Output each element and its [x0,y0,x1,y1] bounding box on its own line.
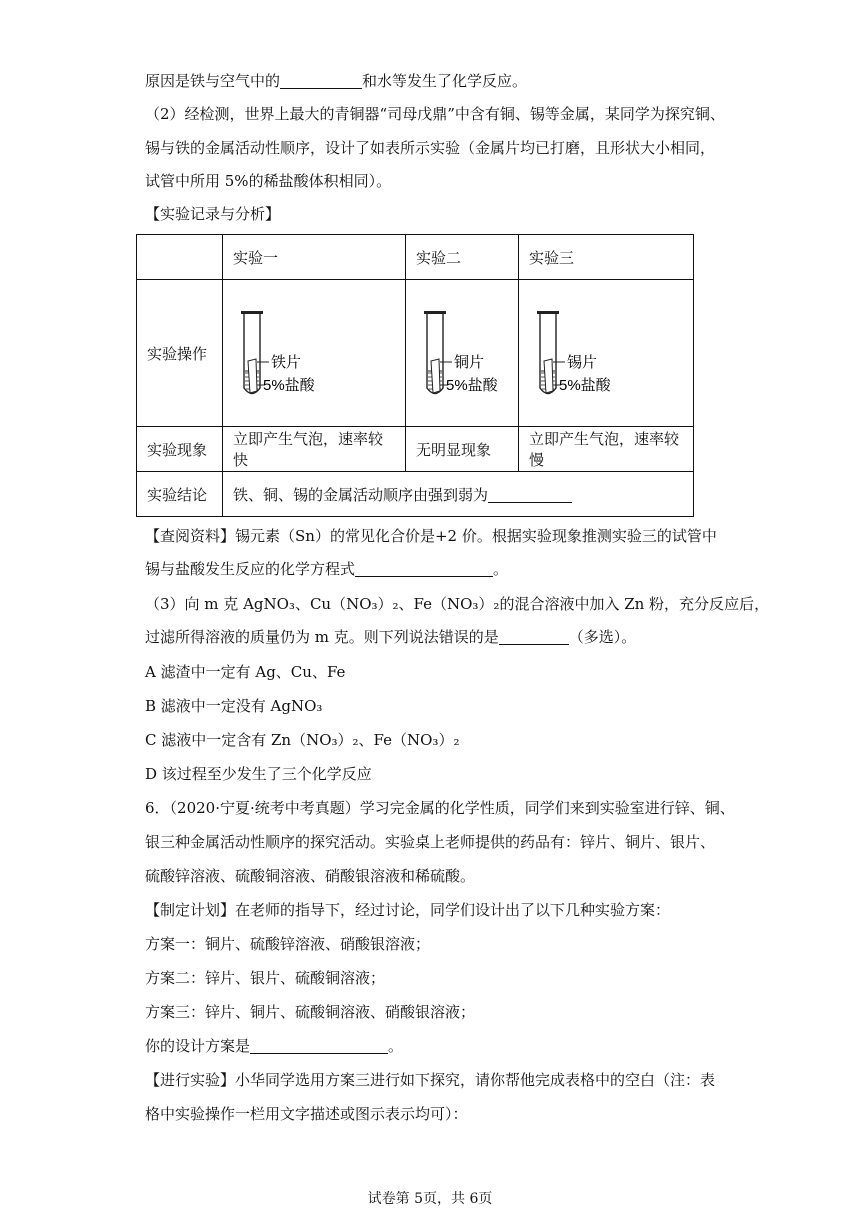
answer-blank[interactable] [250,1037,388,1054]
tube-acid-label: 5%盐酸 [446,377,498,394]
text-line [145,626,725,648]
text-line: 锡与铁的金属活动性顺序，设计了如表所示实验（金属片均已打磨，且形状大小相同， [145,139,716,157]
text-line: 试管中所用 5%的稀盐酸体积相同）。 [145,172,392,190]
text-line: 【制定计划】在老师的指导下，经过讨论，同学们设计出了以下几种实验方案： [145,901,671,919]
plan-1: 方案一：铜片、硫酸锌溶液、硝酸银溶液； [145,935,431,953]
plan-2: 方案二：锌片、银片、硫酸铜溶液； [145,969,386,987]
tube-metal-label: 铜片 [454,354,485,371]
table-header-cell: 实验三 [519,235,694,280]
option-c: C 滤液中一定含有 Zn（NO₃）₂、Fe（NO₃）₂ [145,731,460,749]
table-row-operation [137,280,694,427]
answer-blank[interactable] [355,560,493,577]
text-segment: 和水等发生了化学反应。 [362,72,528,90]
tube-cell [519,280,694,427]
table-header-cell: 实验二 [406,235,519,280]
table-row-phenomenon [137,427,694,472]
tube-metal-label: 铁片 [271,354,302,371]
row-label: 实验现象 [137,427,223,472]
tube-metal-label: 锡片 [567,354,598,371]
text-segment: 原因是铁与空气中的 [145,72,281,90]
page-footer: 试卷第 5页，共 6页 [367,1191,493,1207]
answer-blank[interactable] [499,628,569,645]
tube-cell [406,280,519,427]
text-line: 【进行实验】小华同学选用方案三进行如下探究，请你帮他完成表格中的空白（注：表 [145,1071,716,1089]
text-line [145,70,725,92]
answer-blank[interactable] [488,486,572,503]
plan-3: 方案三：锌片、铜片、硫酸铜溶液、硝酸银溶液； [145,1003,476,1021]
test-tube-diagram [416,293,506,413]
option-a: A 滤渣中一定有 Ag、Cu、Fe [145,663,346,681]
option-d: D 该过程至少发生了三个化学反应 [145,765,372,783]
text-line: （2）经检测，世界上最大的青铜器“司母戊鼎”中含有铜、锡等金属，某同学为探究铜、 [145,105,725,123]
text-line: （3）向 m 克 AgNO₃、Cu（NO₃）₂、Fe（NO₃）₂的混合溶液中加入 Zn 粉，充分反应后， [145,595,770,613]
option-b: B 滤液中一定没有 AgNO₃ [145,697,323,715]
text-line: 格中实验操作一栏用文字描述或图示表示均可）： [145,1105,468,1123]
text-line: 银三种金属活动性顺序的探究活动。实验桌上老师提供的药品有：锌片、铜片、银片、 [145,833,716,851]
section-heading: 【实验记录与分析】 [145,205,281,223]
table-cell [223,472,694,517]
table-corner-cell [137,235,223,280]
text-segment: 锡与盐酸发生反应的化学方程式 [145,560,356,578]
test-tube-diagram [233,293,373,413]
table-cell: 立即产生气泡，速率较快 [223,427,406,472]
question-6-line: 6．（2020·宁夏·统考中考真题）学习完金属的化学性质，同学们来到实验室进行锌、铜、 [145,799,735,817]
text-segment: 。 [388,1037,404,1055]
answer-blank[interactable] [280,72,362,89]
table-header-cell: 实验一 [223,235,406,280]
tube-acid-label: 5%盐酸 [559,377,611,394]
table-header-row [137,235,694,280]
table-cell: 立即产生气泡，速率较慢 [519,427,694,472]
text-segment: （多选）。 [568,628,637,646]
text-line: 【查阅资料】锡元素（Sn）的常见化合价是+2 价。根据实验现象推测实验三的试管中 [145,527,717,545]
row-label: 实验操作 [137,280,223,427]
text-line [145,558,725,580]
test-tube-diagram [529,293,669,413]
tube-acid-label: 5%盐酸 [263,377,315,394]
experiment-table [136,234,694,517]
conclusion-text: 铁、铜、锡的金属活动顺序由强到弱为 [233,485,489,504]
text-line: 硫酸锌溶液、硫酸铜溶液、硝酸银溶液和稀硫酸。 [145,867,476,885]
row-label: 实验结论 [137,472,223,517]
text-segment: 。 [493,560,509,578]
text-line [145,1035,725,1057]
text-segment: 过滤所得溶液的质量仍为 m 克。则下列说法错误的是 [145,628,499,646]
table-cell: 无明显现象 [406,427,519,472]
text-segment: 你的设计方案是 [145,1037,251,1055]
table-row-conclusion [137,472,694,517]
tube-cell [223,280,406,427]
